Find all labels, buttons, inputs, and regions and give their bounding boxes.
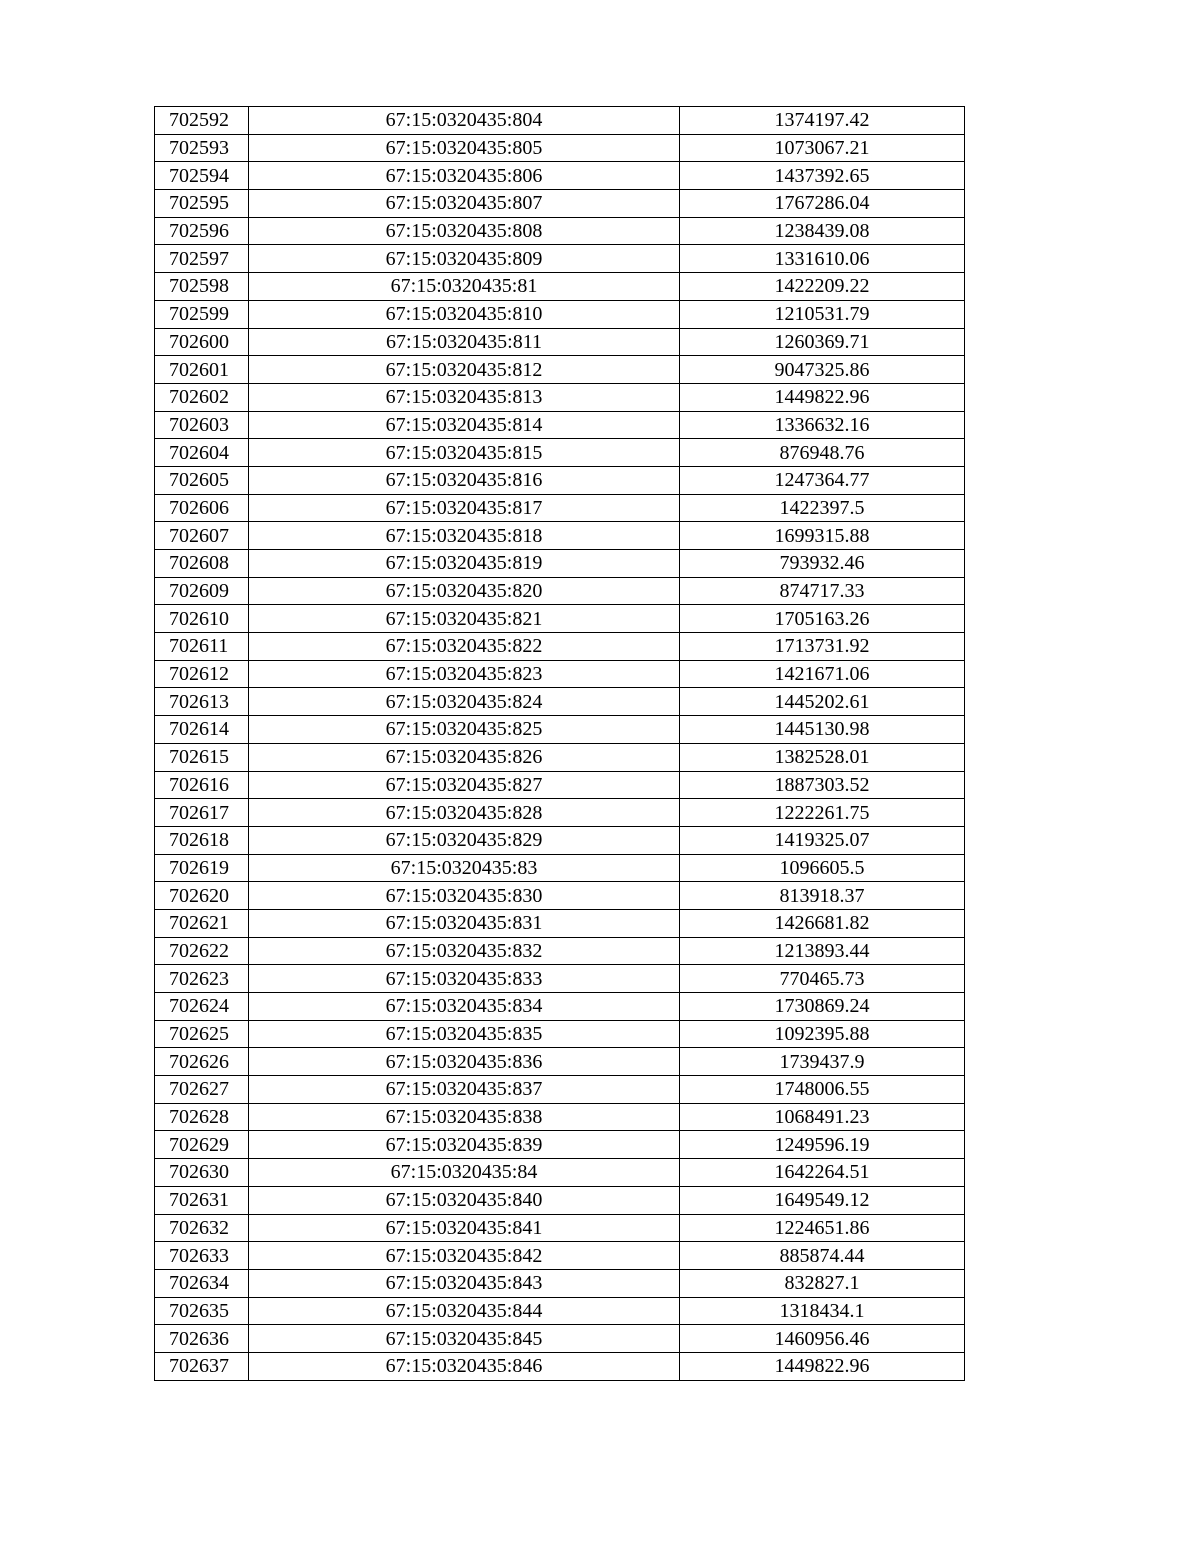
value-cell: 1705163.26 — [680, 605, 965, 633]
row-number-cell: 702619 — [155, 854, 249, 882]
cadastral-number-cell: 67:15:0320435:828 — [249, 799, 680, 827]
table-row — [155, 577, 965, 605]
row-number-cell: 702613 — [155, 688, 249, 716]
row-number-cell: 702596 — [155, 217, 249, 245]
table-row — [155, 245, 965, 273]
table-row — [155, 854, 965, 882]
cadastral-number-cell: 67:15:0320435:804 — [249, 107, 680, 135]
table-row — [155, 439, 965, 467]
value-cell: 793932.46 — [680, 550, 965, 578]
row-number-cell: 702636 — [155, 1325, 249, 1353]
row-number-cell: 702622 — [155, 937, 249, 965]
row-number-cell: 702595 — [155, 190, 249, 218]
value-cell: 1887303.52 — [680, 771, 965, 799]
value-cell: 1445130.98 — [680, 716, 965, 744]
row-number-cell: 702598 — [155, 273, 249, 301]
cadastral-number-cell: 67:15:0320435:831 — [249, 909, 680, 937]
value-cell: 1422397.5 — [680, 494, 965, 522]
row-number-cell: 702615 — [155, 743, 249, 771]
value-cell: 1224651.86 — [680, 1214, 965, 1242]
table-row — [155, 1325, 965, 1353]
value-cell: 1730869.24 — [680, 993, 965, 1021]
table-row — [155, 660, 965, 688]
cadastral-number-cell: 67:15:0320435:811 — [249, 328, 680, 356]
table-row — [155, 605, 965, 633]
cadastral-number-cell: 67:15:0320435:816 — [249, 466, 680, 494]
value-cell: 885874.44 — [680, 1242, 965, 1270]
table-row — [155, 522, 965, 550]
cadastral-number-cell: 67:15:0320435:841 — [249, 1214, 680, 1242]
row-number-cell: 702631 — [155, 1186, 249, 1214]
value-cell: 1222261.75 — [680, 799, 965, 827]
value-cell: 1260369.71 — [680, 328, 965, 356]
cadastral-number-cell: 67:15:0320435:81 — [249, 273, 680, 301]
table-row — [155, 1214, 965, 1242]
table-row — [155, 162, 965, 190]
cadastral-number-cell: 67:15:0320435:824 — [249, 688, 680, 716]
value-cell: 1713731.92 — [680, 633, 965, 661]
table-row — [155, 1103, 965, 1131]
row-number-cell: 702617 — [155, 799, 249, 827]
row-number-cell: 702630 — [155, 1159, 249, 1187]
row-number-cell: 702625 — [155, 1020, 249, 1048]
row-number-cell: 702610 — [155, 605, 249, 633]
table-row — [155, 107, 965, 135]
cadastral-number-cell: 67:15:0320435:809 — [249, 245, 680, 273]
value-cell: 1210531.79 — [680, 300, 965, 328]
row-number-cell: 702612 — [155, 660, 249, 688]
table-row — [155, 1352, 965, 1380]
value-cell: 1382528.01 — [680, 743, 965, 771]
cadastral-number-cell: 67:15:0320435:83 — [249, 854, 680, 882]
cadastral-number-cell: 67:15:0320435:843 — [249, 1269, 680, 1297]
cadastral-number-cell: 67:15:0320435:839 — [249, 1131, 680, 1159]
value-cell: 813918.37 — [680, 882, 965, 910]
table-row — [155, 1159, 965, 1187]
table-row — [155, 1131, 965, 1159]
table-row — [155, 411, 965, 439]
row-number-cell: 702608 — [155, 550, 249, 578]
row-number-cell: 702618 — [155, 826, 249, 854]
value-cell: 1336632.16 — [680, 411, 965, 439]
value-cell: 1449822.96 — [680, 1352, 965, 1380]
value-cell: 1092395.88 — [680, 1020, 965, 1048]
value-cell: 1739437.9 — [680, 1048, 965, 1076]
cadastral-number-cell: 67:15:0320435:836 — [249, 1048, 680, 1076]
cadastral-number-cell: 67:15:0320435:821 — [249, 605, 680, 633]
table-row — [155, 1297, 965, 1325]
cadastral-number-cell: 67:15:0320435:837 — [249, 1076, 680, 1104]
row-number-cell: 702627 — [155, 1076, 249, 1104]
row-number-cell: 702616 — [155, 771, 249, 799]
table-row — [155, 965, 965, 993]
row-number-cell: 702626 — [155, 1048, 249, 1076]
cadastral-number-cell: 67:15:0320435:819 — [249, 550, 680, 578]
data-table — [154, 106, 965, 1381]
cadastral-number-cell: 67:15:0320435:817 — [249, 494, 680, 522]
table-row — [155, 1186, 965, 1214]
value-cell: 1642264.51 — [680, 1159, 965, 1187]
row-number-cell: 702633 — [155, 1242, 249, 1270]
row-number-cell: 702593 — [155, 134, 249, 162]
value-cell: 876948.76 — [680, 439, 965, 467]
table-row — [155, 356, 965, 384]
table-row — [155, 1242, 965, 1270]
value-cell: 874717.33 — [680, 577, 965, 605]
row-number-cell: 702600 — [155, 328, 249, 356]
value-cell: 1699315.88 — [680, 522, 965, 550]
value-cell: 1374197.42 — [680, 107, 965, 135]
row-number-cell: 702614 — [155, 716, 249, 744]
table-row — [155, 1269, 965, 1297]
row-number-cell: 702607 — [155, 522, 249, 550]
value-cell: 1249596.19 — [680, 1131, 965, 1159]
value-cell: 1096605.5 — [680, 854, 965, 882]
value-cell: 1247364.77 — [680, 466, 965, 494]
cadastral-number-cell: 67:15:0320435:84 — [249, 1159, 680, 1187]
value-cell: 1649549.12 — [680, 1186, 965, 1214]
cadastral-number-cell: 67:15:0320435:832 — [249, 937, 680, 965]
cadastral-number-cell: 67:15:0320435:823 — [249, 660, 680, 688]
cadastral-number-cell: 67:15:0320435:838 — [249, 1103, 680, 1131]
table-row — [155, 466, 965, 494]
value-cell: 1073067.21 — [680, 134, 965, 162]
cadastral-number-cell: 67:15:0320435:812 — [249, 356, 680, 384]
value-cell: 1445202.61 — [680, 688, 965, 716]
table-row — [155, 771, 965, 799]
row-number-cell: 702597 — [155, 245, 249, 273]
value-cell: 1767286.04 — [680, 190, 965, 218]
cadastral-number-cell: 67:15:0320435:805 — [249, 134, 680, 162]
row-number-cell: 702594 — [155, 162, 249, 190]
value-cell: 1213893.44 — [680, 937, 965, 965]
table-row — [155, 273, 965, 301]
table-row — [155, 300, 965, 328]
table-row — [155, 1020, 965, 1048]
cadastral-number-cell: 67:15:0320435:808 — [249, 217, 680, 245]
table-row — [155, 743, 965, 771]
row-number-cell: 702603 — [155, 411, 249, 439]
cadastral-number-cell: 67:15:0320435:820 — [249, 577, 680, 605]
row-number-cell: 702606 — [155, 494, 249, 522]
cadastral-number-cell: 67:15:0320435:846 — [249, 1352, 680, 1380]
table-row — [155, 217, 965, 245]
table-row — [155, 494, 965, 522]
table-row — [155, 688, 965, 716]
row-number-cell: 702601 — [155, 356, 249, 384]
value-cell: 1460956.46 — [680, 1325, 965, 1353]
table-row — [155, 882, 965, 910]
row-number-cell: 702629 — [155, 1131, 249, 1159]
cadastral-number-cell: 67:15:0320435:806 — [249, 162, 680, 190]
row-number-cell: 702637 — [155, 1352, 249, 1380]
table-row — [155, 550, 965, 578]
value-cell: 1331610.06 — [680, 245, 965, 273]
row-number-cell: 702632 — [155, 1214, 249, 1242]
row-number-cell: 702634 — [155, 1269, 249, 1297]
table-row — [155, 633, 965, 661]
value-cell: 770465.73 — [680, 965, 965, 993]
table-row — [155, 1048, 965, 1076]
cadastral-number-cell: 67:15:0320435:814 — [249, 411, 680, 439]
row-number-cell: 702621 — [155, 909, 249, 937]
cadastral-number-cell: 67:15:0320435:834 — [249, 993, 680, 1021]
row-number-cell: 702609 — [155, 577, 249, 605]
value-cell: 1748006.55 — [680, 1076, 965, 1104]
table-row — [155, 937, 965, 965]
cadastral-number-cell: 67:15:0320435:829 — [249, 826, 680, 854]
table-row — [155, 190, 965, 218]
table-row — [155, 909, 965, 937]
value-cell: 9047325.86 — [680, 356, 965, 384]
table-row — [155, 993, 965, 1021]
table-row — [155, 328, 965, 356]
row-number-cell: 702620 — [155, 882, 249, 910]
table-body — [155, 107, 965, 1381]
table-row — [155, 134, 965, 162]
row-number-cell: 702599 — [155, 300, 249, 328]
cadastral-number-cell: 67:15:0320435:813 — [249, 383, 680, 411]
row-number-cell: 702628 — [155, 1103, 249, 1131]
row-number-cell: 702592 — [155, 107, 249, 135]
value-cell: 1318434.1 — [680, 1297, 965, 1325]
table-row — [155, 383, 965, 411]
row-number-cell: 702635 — [155, 1297, 249, 1325]
row-number-cell: 702624 — [155, 993, 249, 1021]
cadastral-number-cell: 67:15:0320435:830 — [249, 882, 680, 910]
value-cell: 1422209.22 — [680, 273, 965, 301]
cadastral-number-cell: 67:15:0320435:807 — [249, 190, 680, 218]
row-number-cell: 702605 — [155, 466, 249, 494]
value-cell: 1449822.96 — [680, 383, 965, 411]
cadastral-number-cell: 67:15:0320435:810 — [249, 300, 680, 328]
cadastral-number-cell: 67:15:0320435:835 — [249, 1020, 680, 1048]
table-row — [155, 716, 965, 744]
value-cell: 1068491.23 — [680, 1103, 965, 1131]
row-number-cell: 702602 — [155, 383, 249, 411]
cadastral-number-cell: 67:15:0320435:844 — [249, 1297, 680, 1325]
value-cell: 1419325.07 — [680, 826, 965, 854]
table-row — [155, 826, 965, 854]
value-cell: 832827.1 — [680, 1269, 965, 1297]
value-cell: 1426681.82 — [680, 909, 965, 937]
value-cell: 1437392.65 — [680, 162, 965, 190]
cadastral-number-cell: 67:15:0320435:845 — [249, 1325, 680, 1353]
value-cell: 1238439.08 — [680, 217, 965, 245]
cadastral-number-cell: 67:15:0320435:840 — [249, 1186, 680, 1214]
cadastral-number-cell: 67:15:0320435:815 — [249, 439, 680, 467]
cadastral-number-cell: 67:15:0320435:825 — [249, 716, 680, 744]
cadastral-number-cell: 67:15:0320435:818 — [249, 522, 680, 550]
cadastral-number-cell: 67:15:0320435:822 — [249, 633, 680, 661]
cadastral-number-cell: 67:15:0320435:842 — [249, 1242, 680, 1270]
row-number-cell: 702623 — [155, 965, 249, 993]
cadastral-number-cell: 67:15:0320435:826 — [249, 743, 680, 771]
table-row — [155, 1076, 965, 1104]
table-row — [155, 799, 965, 827]
cadastral-number-cell: 67:15:0320435:833 — [249, 965, 680, 993]
cadastral-number-cell: 67:15:0320435:827 — [249, 771, 680, 799]
row-number-cell: 702611 — [155, 633, 249, 661]
value-cell: 1421671.06 — [680, 660, 965, 688]
row-number-cell: 702604 — [155, 439, 249, 467]
